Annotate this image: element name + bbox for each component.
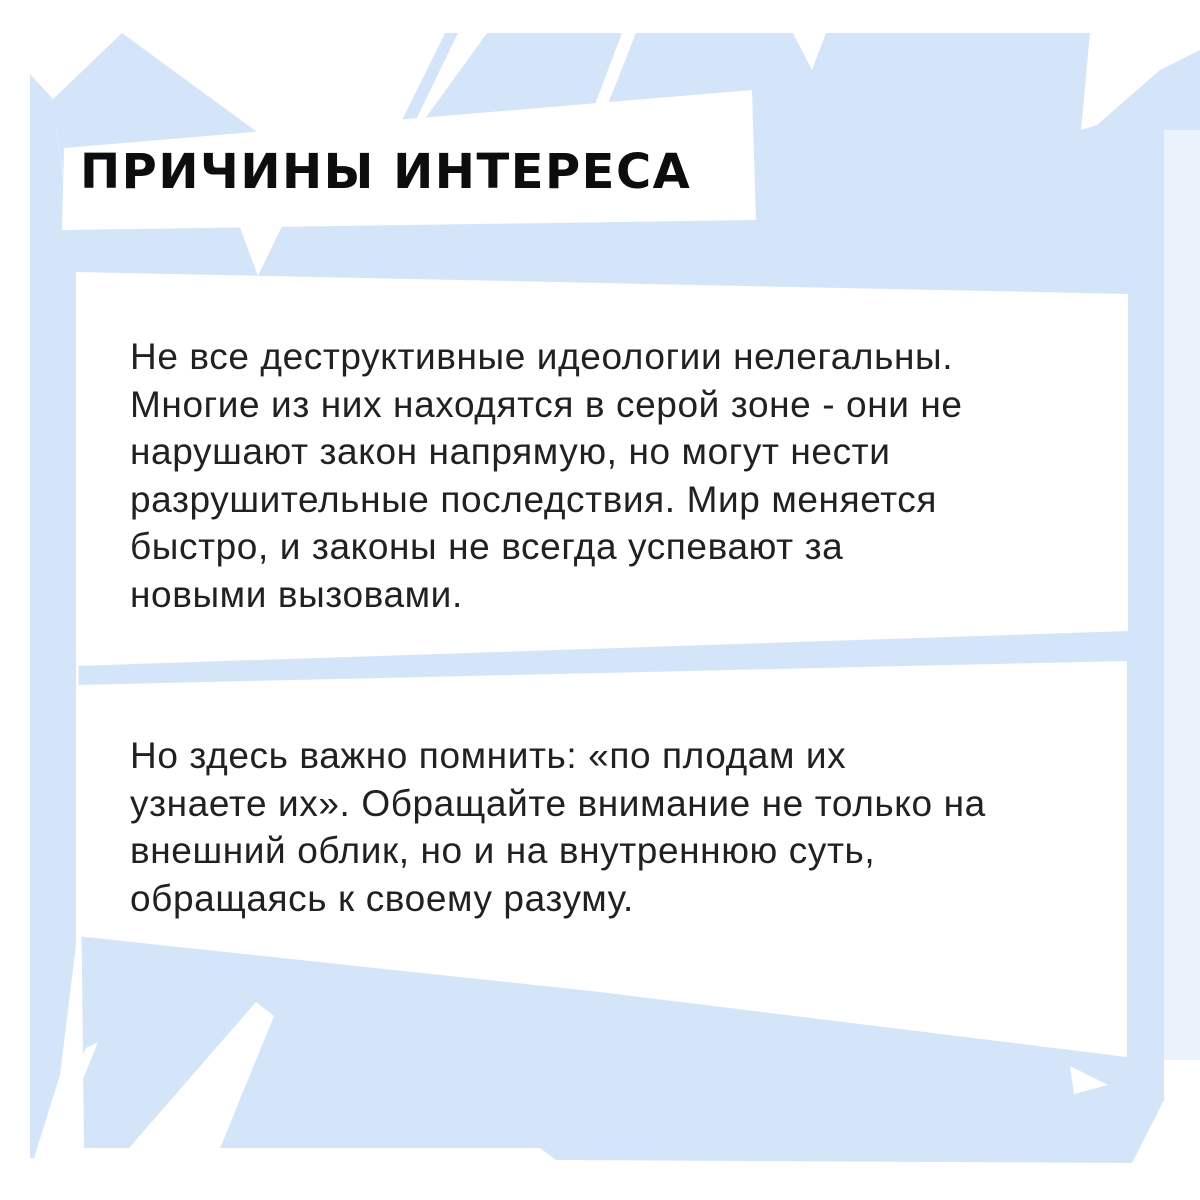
paragraph-2-line: обращаясь к своему разуму. xyxy=(130,877,634,919)
paragraph-1-line: быстро, и законы не всегда успевают за xyxy=(130,526,844,567)
paragraph-1-line: разрушительные последствия. Мир меняется xyxy=(130,478,938,520)
paragraph-2-line: Но здесь важно помнить: «по плодам их xyxy=(130,735,847,776)
paragraph-1-line: Многие из них находятся в серой зоне - они не xyxy=(130,383,963,425)
page-title: ПРИЧИНЫ ИНТЕРЕСА xyxy=(80,144,692,200)
paragraph-2 xyxy=(130,732,986,922)
paragraph-1-line: Не все деструктивные идеологии нелегальны. xyxy=(130,336,954,377)
paragraph-1-line: нарушают закон напрямую, но могут нести xyxy=(130,431,891,472)
paragraph-2-line: внешний облик, но и на внутреннюю суть, xyxy=(130,830,876,871)
paragraph-2-line: узнаете их». Обращайте внимание не только на xyxy=(130,782,986,824)
paragraph-1-line: новыми вызовами. xyxy=(130,573,463,615)
paragraph-1 xyxy=(130,333,963,618)
pale-blue-right-strip xyxy=(1164,130,1200,1060)
